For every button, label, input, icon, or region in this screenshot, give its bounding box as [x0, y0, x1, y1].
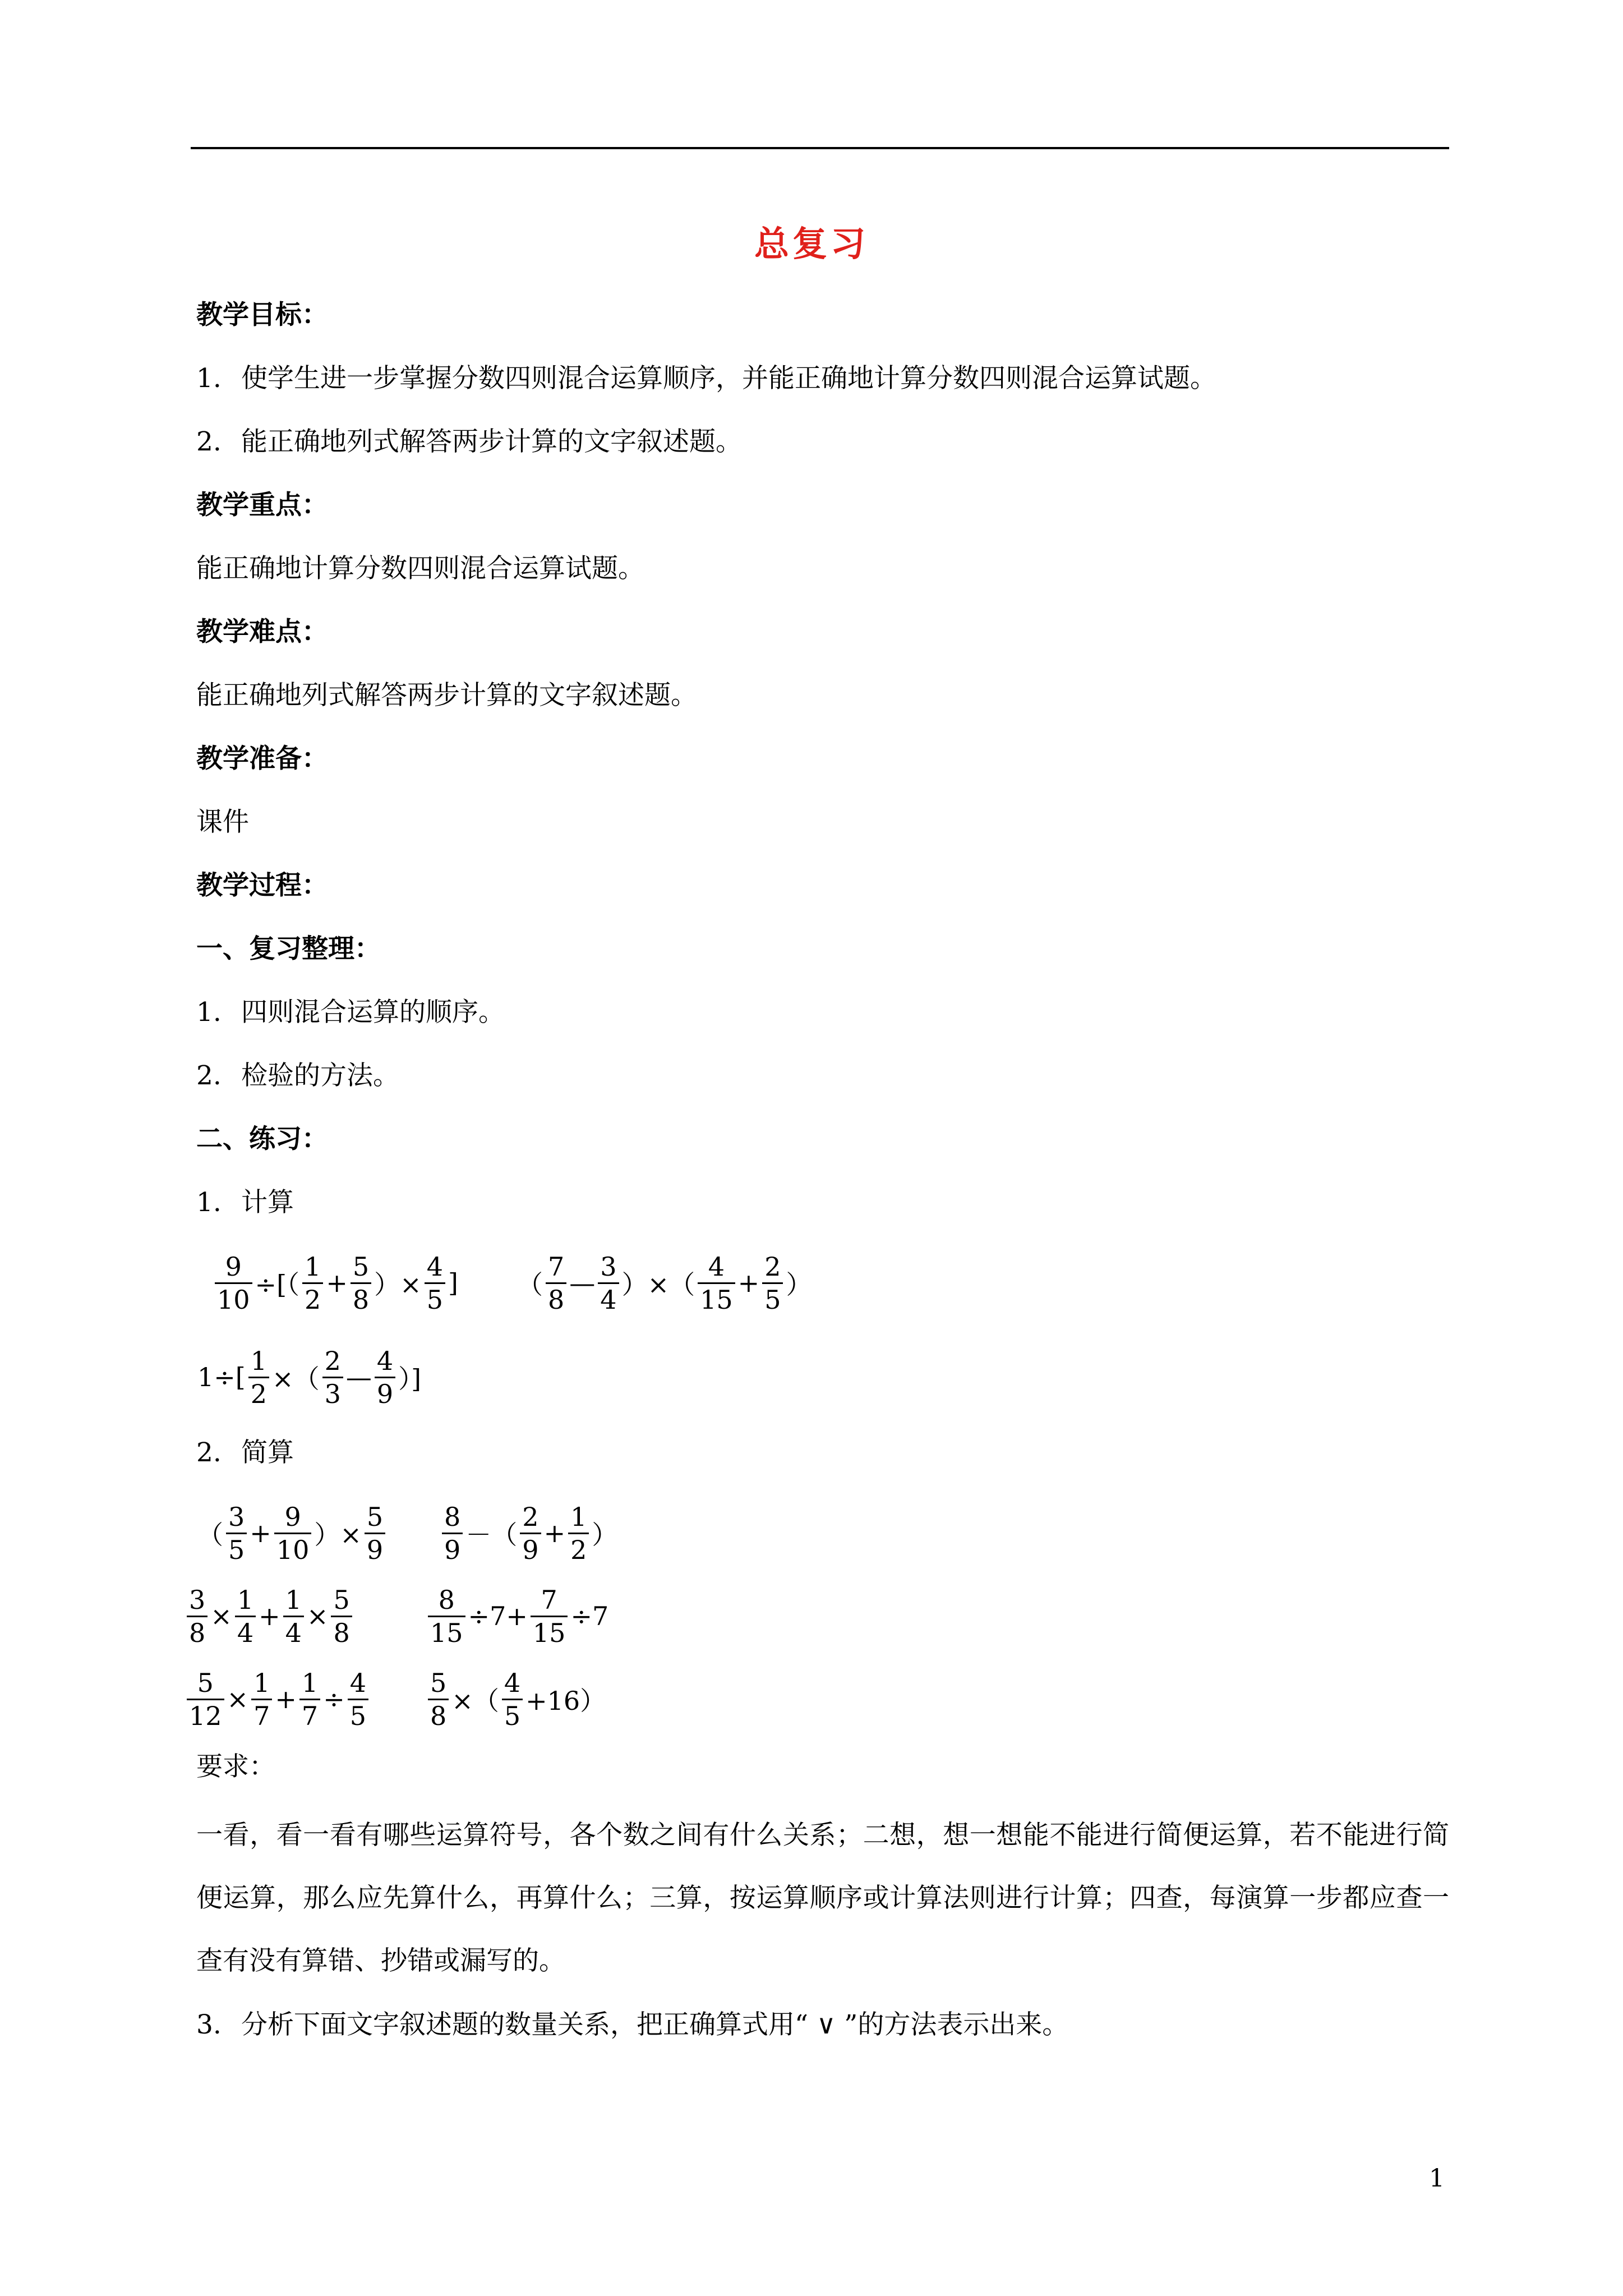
difficulty-heading: 教学难点：	[196, 616, 328, 647]
simplify-expression-4: $\frac{8}{15}$ ÷7+ $\frac{7}{15}$ ÷7	[426, 1580, 610, 1653]
calc-expression-2: （ $\frac{7}{8}$ — $\frac{3}{4}$ ）×（ $\frac{4}{15}$ + $\frac{2}{5}$ ）	[517, 1251, 812, 1315]
simplify-expression-3: $\frac{3}{8}$ × $\frac{1}{4}$ + $\frac{1}{4}$ × $\frac{5}{8}$	[185, 1580, 354, 1653]
page-title: 总复习	[754, 223, 869, 264]
process-heading: 教学过程：	[196, 870, 328, 901]
simplify-expression-1: （ $\frac{3}{5}$ + $\frac{9}{10}$ ）× $\frac{5}{9}$	[196, 1497, 387, 1570]
difficulty-text: 能正确地列式解答两步计算的文字叙述题。	[196, 680, 697, 711]
key-text: 能正确地计算分数四则混合运算试题。	[196, 553, 644, 584]
objective-item-2: 2. 能正确地列式解答两步计算的文字叙述题。	[196, 426, 742, 457]
prep-heading: 教学准备：	[196, 743, 328, 774]
requirement-text: 一看，看一看有哪些运算符号，各个数之间有什么关系；二想，想一想能不能进行简便运算，若不能进行简便运算，那么应先算什么，再算什么；三算，按运算顺序或计算法则进行计算；四查，每演算一步都应查一查有没有算错、抄错或漏写的。	[196, 1820, 1449, 1976]
simplify-expression-5: $\frac{5}{12}$ × $\frac{1}{7}$ + $\frac{1}{7}$ ÷ $\frac{4}{5}$	[185, 1663, 370, 1736]
review-item-1: 1. 四则混合运算的顺序。	[196, 997, 505, 1028]
key-heading: 教学重点：	[196, 490, 328, 521]
requirement-label: 要求：	[196, 1751, 275, 1782]
page-number: 1	[1429, 2164, 1445, 2193]
practice-heading: 二、练习：	[196, 1124, 328, 1154]
calc-expression-1: $\frac{9}{10}$ ÷[（ $\frac{1}{2}$ + $\frac{5}{8}$ ）× $\frac{4}{5}$ ]	[213, 1246, 459, 1319]
objectives-heading: 教学目标：	[196, 300, 328, 330]
calc-label: 1. 计算	[196, 1187, 294, 1218]
review-heading: 一、复习整理：	[196, 933, 381, 964]
simplify-expression-6: $\frac{5}{8}$ ×（ $\frac{4}{5}$ +16）	[426, 1663, 607, 1736]
prep-text: 课件	[196, 807, 249, 838]
simplify-expression-2: $\frac{8}{9}$ －（ $\frac{2}{9}$ + $\frac{1}{2}$ ）	[440, 1497, 619, 1570]
simplify-label: 2. 简算	[196, 1437, 294, 1468]
header-rule	[191, 147, 1449, 149]
calc-expression-3: 1÷[ $\frac{1}{2}$ ×（ $\frac{2}{3}$ — $\frac{4}{9}$ ）]	[197, 1345, 422, 1409]
review-item-2: 2. 检验的方法。	[196, 1060, 399, 1091]
item-3: 3. 分析下面文字叙述题的数量关系，把正确算式用“ ∨ ”的方法表示出来。	[196, 2009, 1069, 2040]
objective-item-1: 1. 使学生进一步掌握分数四则混合运算顺序，并能正确地计算分数四则混合运算试题。	[196, 363, 1216, 394]
